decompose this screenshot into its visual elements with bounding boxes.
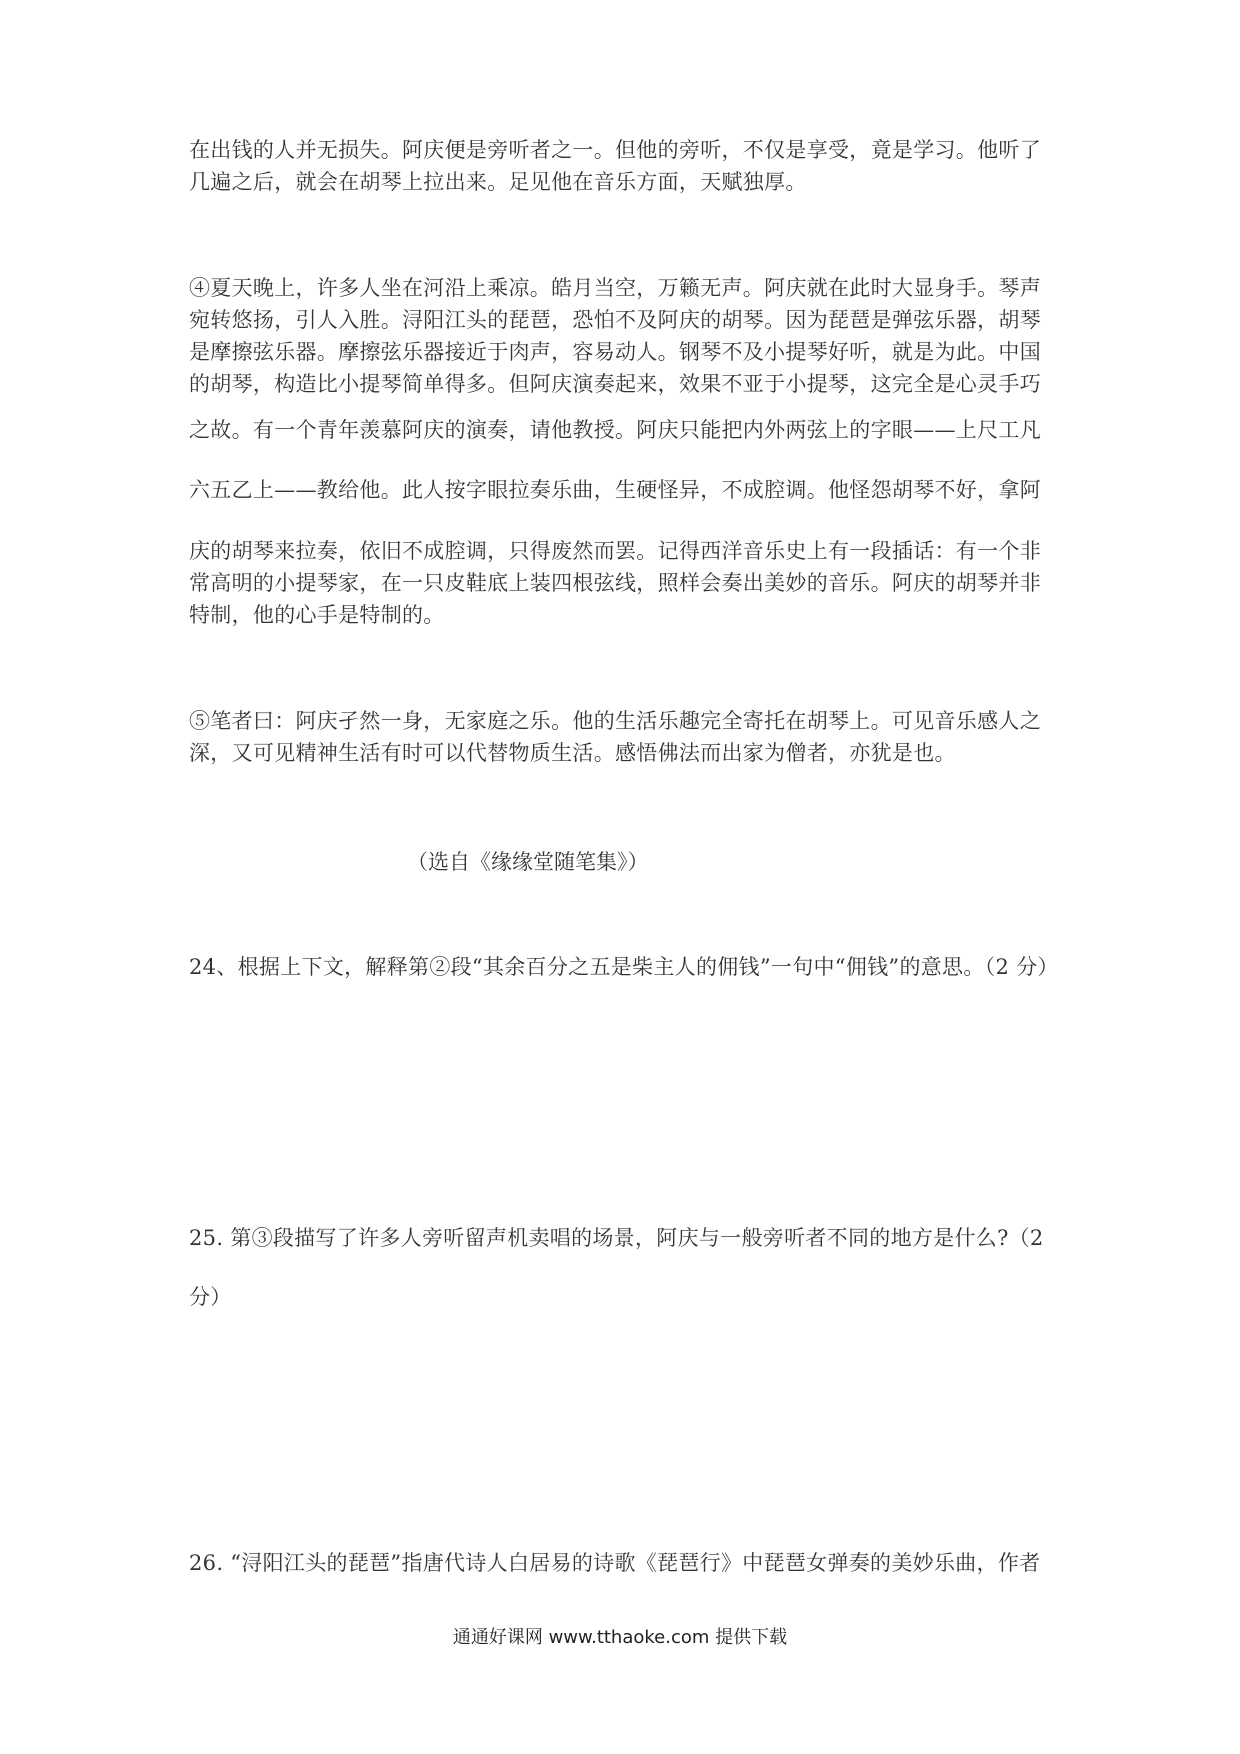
question-24: 24、根据上下文，解释第②段“其余百分之五是柴主人的佣钱”一句中“佣钱”的意思。（2 分） [189, 955, 1059, 979]
source-citation: （选自《缘缘堂随笔集》） [407, 850, 649, 874]
page-footer: 通通好课网 www.tthaoke.com 提供下载 [452, 1627, 788, 1648]
question-26-line-1: 26. “浔阳江头的琵琶”指唐代诗人白居易的诗歌《琵琶行》中琵琶女弹奏的美妙乐曲，作者 [189, 1551, 1041, 1575]
paragraph-3-line-2: 几遍之后，就会在胡琴上拉出来。足见他在音乐方面，天赋独厚。 [189, 170, 807, 194]
paragraph-4-line-5: 之故。有一个青年羡慕阿庆的演奏，请他教授。阿庆只能把内外两弦上的字眼——上尺工凡 [189, 418, 1041, 442]
paragraph-4-line-7: 庆的胡琴来拉奏，依旧不成腔调，只得废然而罢。记得西洋音乐史上有一段插话：有一个非 [189, 539, 1041, 563]
question-25-line-1: 25. 第③段描写了许多人旁听留声机卖唱的场景，阿庆与一般旁听者不同的地方是什么?（2 [189, 1226, 1044, 1250]
question-25-line-2: 分） [189, 1285, 232, 1309]
paragraph-4-line-2: 宛转悠扬，引人入胜。浔阳江头的琵琶，恐怕不及阿庆的胡琴。因为琵琶是弹弦乐器，胡琴 [189, 308, 1041, 332]
paragraph-4-line-8: 常高明的小提琴家，在一只皮鞋底上装四根弦线，照样会奏出美妙的音乐。阿庆的胡琴并非 [189, 571, 1041, 595]
paragraph-3-line-1: 在出钱的人并无损失。阿庆便是旁听者之一。但他的旁听，不仅是享受，竟是学习。他听了 [189, 138, 1041, 162]
paragraph-4-line-9: 特制，他的心手是特制的。 [189, 603, 445, 627]
paragraph-4-line-3: 是摩擦弦乐器。摩擦弦乐器接近于肉声，容易动人。钢琴不及小提琴好听，就是为此。中国 [189, 340, 1041, 364]
paragraph-4-line-4: 的胡琴，构造比小提琴简单得多。但阿庆演奏起来，效果不亚于小提琴，这完全是心灵手巧 [189, 372, 1041, 396]
paragraph-4-line-6: 六五乙上——教给他。此人按字眼拉奏乐曲，生硬怪异，不成腔调。他怪怨胡琴不好，拿阿 [189, 478, 1041, 502]
paragraph-5-line-1: ⑤笔者曰：阿庆孑然一身，无家庭之乐。他的生活乐趣完全寄托在胡琴上。可见音乐感人之 [189, 709, 1041, 733]
paragraph-5-line-2: 深，又可见精神生活有时可以代替物质生活。感悟佛法而出家为僧者，亦犹是也。 [189, 741, 956, 765]
paragraph-4-line-1: ④夏天晚上，许多人坐在河沿上乘凉。皓月当空，万籁无声。阿庆就在此时大显身手。琴声 [189, 276, 1041, 300]
